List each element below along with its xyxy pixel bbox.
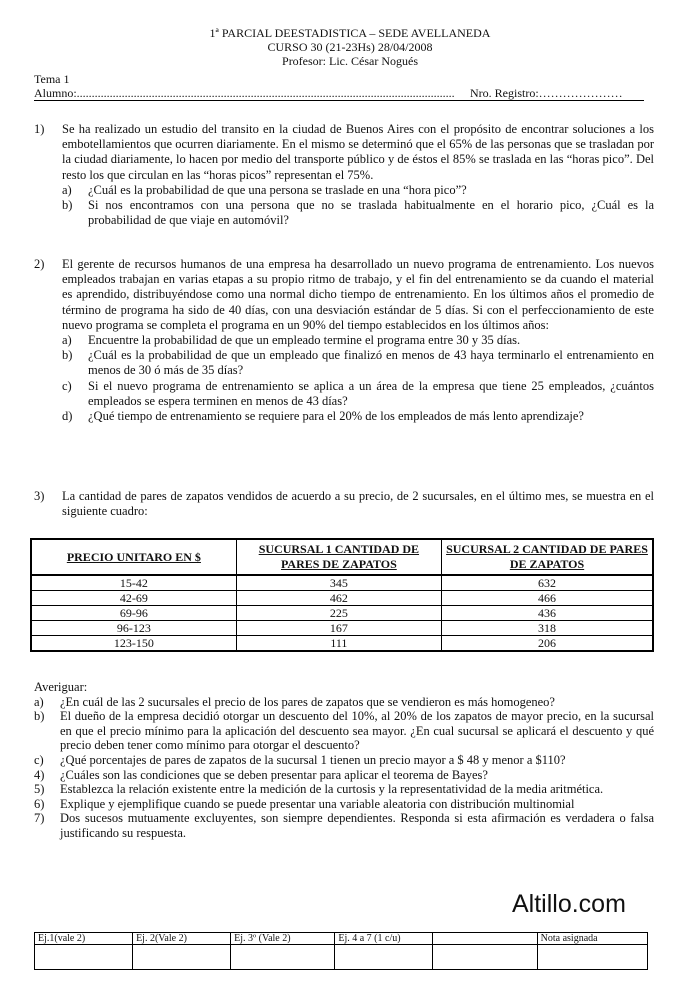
grade-col-2: Ej. 2(Vale 2) — [133, 933, 231, 945]
exam-title: 1ª PARCIAL DEESTADISTICA – SEDE AVELLANEDA — [209, 26, 491, 40]
sub-text: Si nos encontramos con una persona que no se traslada habitualmente en el horario pico, ¿Cuál es la probabilidad de que viaje en automóvil? — [88, 198, 654, 228]
registro-label: Nro. Registro:………………… — [470, 86, 623, 100]
grades-input-row — [35, 945, 648, 970]
sub-letter: b) — [62, 348, 73, 363]
question-1 — [34, 122, 654, 228]
list-item — [34, 782, 654, 797]
item-marker: 5) — [34, 782, 45, 797]
course-line: CURSO 30 (21-23Hs) 28/04/2008 — [267, 40, 433, 54]
grade-cell[interactable] — [133, 945, 231, 970]
grade-cell[interactable] — [35, 945, 133, 970]
item-text: Explique y ejemplifique cuando se puede presentar una variable aleatoria con distribución multinomial — [60, 796, 575, 811]
table-row — [31, 591, 653, 606]
header-branch-2: SUCURSAL 2 CANTIDAD DE PARES DE ZAPATOS — [442, 539, 654, 575]
item-marker: 7) — [34, 811, 45, 826]
grade-cell[interactable] — [433, 945, 537, 970]
professor-line: Profesor: Lic. César Nogués — [282, 54, 418, 68]
grade-col-4: Ej. 4 a 7 (1 c/u) — [335, 933, 433, 945]
sub-item-a — [62, 183, 654, 198]
item-marker: 6) — [34, 796, 45, 811]
branch-1-cell: 462 — [236, 591, 441, 606]
student-field — [34, 86, 644, 101]
grade-col-nota: Nota asignada — [537, 933, 647, 945]
sub-text: ¿Cuál es la probabilidad de que una persona se traslade en una “hora pico”? — [88, 182, 467, 197]
item-text: ¿Cuáles son las condiciones que se deben presentar para aplicar el teorema de Bayes? — [60, 767, 488, 782]
grade-cell[interactable] — [231, 945, 335, 970]
sub-letter: c) — [62, 378, 72, 393]
sub-text: Encuentre la probabilidad de que un empleado termine el programa entre 30 y 35 días. — [88, 333, 521, 348]
item-marker: b) — [34, 709, 45, 724]
grade-cell[interactable] — [537, 945, 647, 970]
averiguar-label: Averiguar: — [34, 680, 88, 694]
sub-item-b — [62, 348, 654, 378]
grades-header-row — [35, 933, 648, 945]
branch-2-cell: 632 — [442, 575, 654, 591]
branch-2-cell: 436 — [442, 606, 654, 621]
altillo-logo: Altillo.com — [512, 890, 626, 918]
item-marker: c) — [34, 752, 44, 767]
table-row — [31, 636, 653, 652]
sub-item-a — [62, 333, 654, 348]
grade-col-3: Ej. 3º (Vale 2) — [231, 933, 335, 945]
price-cell: 69-96 — [31, 606, 236, 621]
question-number: 3) — [34, 489, 45, 503]
sub-letter: a) — [62, 182, 72, 197]
sub-text: ¿Cuál es la probabilidad de que un empleado que finalizó en menos de 43 haya terminarlo el entrenamiento en menos de 30 ó más de 35 días? — [88, 348, 654, 378]
sub-text: Si el nuevo programa de entrenamiento se aplica a un área de la empresa que tiene 25 empleados, ¿cuántos empleados se espera terminen en menos de 43 días? — [88, 378, 654, 408]
question-number: 2) — [34, 257, 45, 271]
tema-label: Tema 1 — [34, 72, 70, 86]
item-marker: 4) — [34, 767, 45, 782]
grade-col-5 — [433, 933, 537, 945]
price-cell: 42-69 — [31, 591, 236, 606]
averiguar-section — [34, 680, 654, 841]
list-item — [34, 811, 654, 840]
table-header-row — [31, 539, 653, 575]
grades-table — [34, 932, 648, 970]
header-price: PRECIO UNITARO EN $ — [31, 539, 236, 575]
branch-2-cell: 466 — [442, 591, 654, 606]
shoe-sales-table — [30, 538, 654, 652]
list-item — [34, 695, 654, 710]
item-text: Establezca la relación existente entre la medición de la curtosis y la representatividad de la media aritmética. — [60, 782, 604, 797]
item-text: ¿Qué porcentajes de pares de zapatos de la sucursal 1 tienen un precio mayor a $ 48 y menor a $110? — [60, 752, 566, 767]
question-text: Se ha realizado un estudio del transito en la ciudad de Buenos Aires con el propósito de encontrar soluciones a los embotellamientos que ocurren diariamente. En el mismo se determinó que el 65% de las personas que se trasladan por la ciudad diariamente, lo hacen por medio del transporte público y de éstos el 85% se traslada en las “horas pico”. Del resto los que circulan en las “horas picos” representan el 75%. — [62, 122, 654, 182]
table-row — [31, 621, 653, 636]
item-text: Dos sucesos mutuamente excluyentes, son siempre dependientes. Responda si esta afirmación es verdadera o falsa justificando su respuesta. — [60, 811, 654, 840]
sub-letter: a) — [62, 333, 72, 348]
item-text: ¿En cuál de las 2 sucursales el precio de los pares de zapatos que se vendieron es más homogeneo? — [60, 694, 555, 709]
price-cell: 96-123 — [31, 621, 236, 636]
price-cell: 123-150 — [31, 636, 236, 652]
list-item — [34, 797, 654, 812]
item-marker: a) — [34, 694, 44, 709]
sub-item-c — [62, 379, 654, 409]
list-item — [34, 768, 654, 783]
item-text: El dueño de la empresa decidió otorgar un descuento del 10%, al 20% de los zapatos de mayor precio, en la sucursal en que el precio mínimo para la aplicación del descuento sea mayor. ¿En cual sucursal se aplicará el descuento y qué precio deben tener como mínimo para otorgar el descuento? — [60, 709, 654, 753]
price-cell: 15-42 — [31, 575, 236, 591]
list-item — [34, 709, 654, 753]
question-3 — [34, 489, 654, 519]
question-2 — [34, 257, 654, 424]
branch-2-cell: 206 — [442, 636, 654, 652]
sub-letter: b) — [62, 198, 73, 213]
sub-item-b — [62, 198, 654, 228]
branch-1-cell: 111 — [236, 636, 441, 652]
grade-cell[interactable] — [335, 945, 433, 970]
table-row — [31, 606, 653, 621]
header-branch-1: SUCURSAL 1 CANTIDAD DE PARES DE ZAPATOS — [236, 539, 441, 575]
question-text: El gerente de recursos humanos de una empresa ha desarrollado un nuevo programa de entrenamiento. Los nuevos empleados trabajan en varias etapas a su propio ritmo de trabajo, y el fin del entrenamiento se da cuando el material es aprendido, distribuyéndose como una normal dicho tiempo de entrenamiento. En los últimos años el promedio de término de programa ha sido de 40 días, con una desviación estándar de 5 días. Si con el perfeccionamiento de este nuevo programa se completa el programa en un 90% del tiempo establecidos en los últimos años: — [62, 257, 654, 332]
list-item — [34, 753, 654, 768]
branch-1-cell: 225 — [236, 606, 441, 621]
table-row — [31, 575, 653, 591]
branch-1-cell: 167 — [236, 621, 441, 636]
sub-item-d — [62, 409, 654, 424]
branch-2-cell: 318 — [442, 621, 654, 636]
branch-1-cell: 345 — [236, 575, 441, 591]
question-number: 1) — [34, 122, 45, 136]
sub-text: ¿Qué tiempo de entrenamiento se requiere para el 20% de los empleados de más lento aprendizaje? — [88, 409, 584, 424]
grade-col-1: Ej.1(vale 2) — [35, 933, 133, 945]
sub-letter: d) — [62, 409, 73, 424]
alumno-label: Alumno:.............................................................................................................................. — [34, 86, 455, 100]
question-text: La cantidad de pares de zapatos vendidos de acuerdo a su precio, de 2 sucursales, en el último mes, se muestra en el siguiente cuadro: — [62, 489, 654, 519]
